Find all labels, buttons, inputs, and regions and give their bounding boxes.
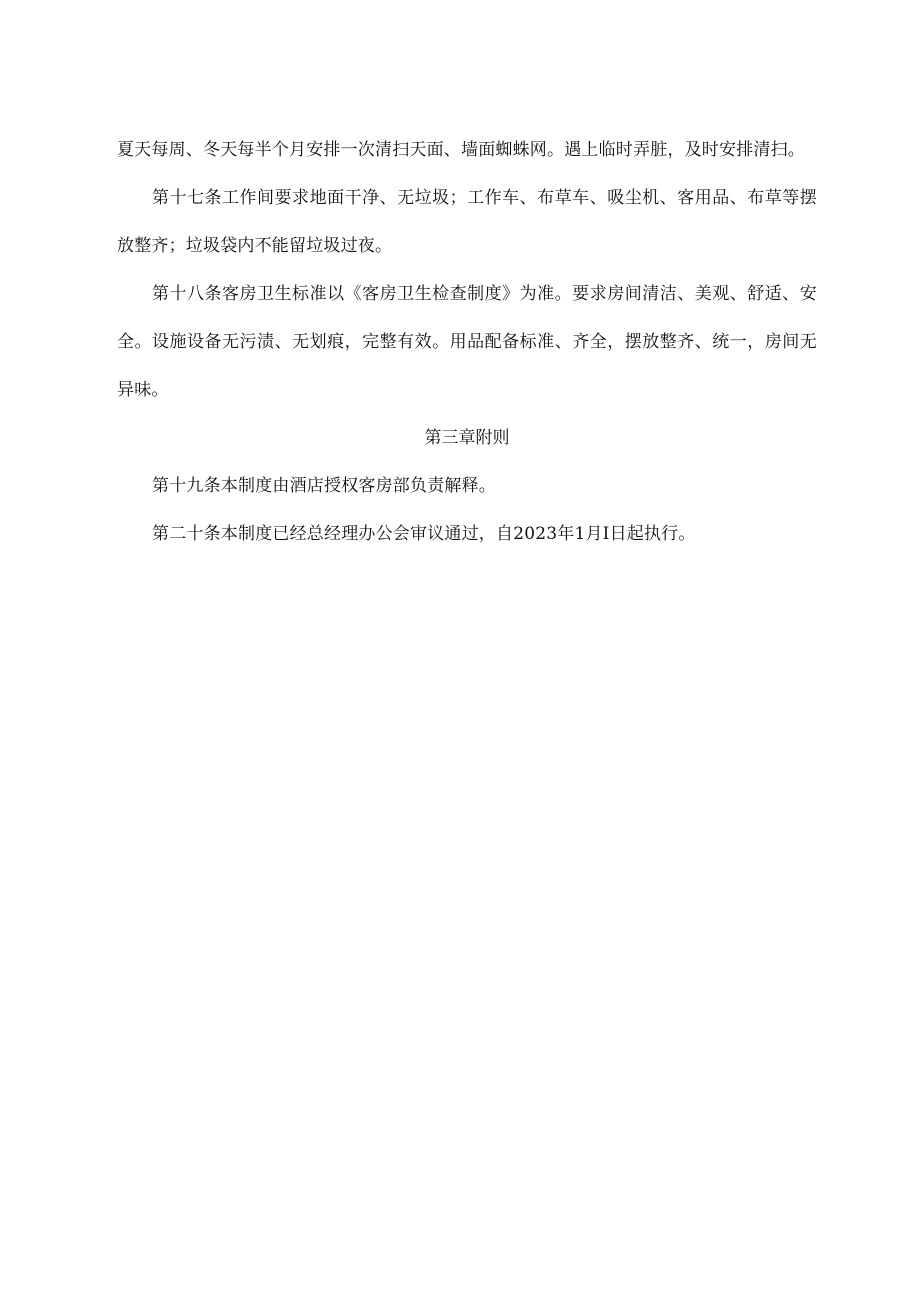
document-body	[117, 126, 817, 558]
paragraph-article-19: 第十九条本制度由酒店授权客房部负责解释。	[152, 476, 496, 496]
paragraph-cleaning-schedule: 夏天每周、冬天每半个月安排一次清扫天面、墙面蜘蛛网。遇上临时弄脏，及时安排清扫。	[117, 140, 805, 160]
paragraph-article-20: 第二十条本制度已经总经理办公会审议通过，自2023年1月I日起执行。	[152, 524, 696, 544]
paragraph-article-17: 第十七条工作间要求地面干净、无垃圾；工作车、布草车、吸尘机、客用品、布草等摆放整齐；垃圾袋内不能留垃圾过夜。	[117, 188, 817, 256]
paragraph-article-18: 第十八条客房卫生标准以《客房卫生检查制度》为准。要求房间清洁、美观、舒适、安全。设施设备无污渍、无划痕，完整有效。用品配备标准、齐全，摆放整齐、统一，房间无异味。	[117, 284, 817, 400]
chapter-heading: 第三章附则	[424, 428, 510, 448]
